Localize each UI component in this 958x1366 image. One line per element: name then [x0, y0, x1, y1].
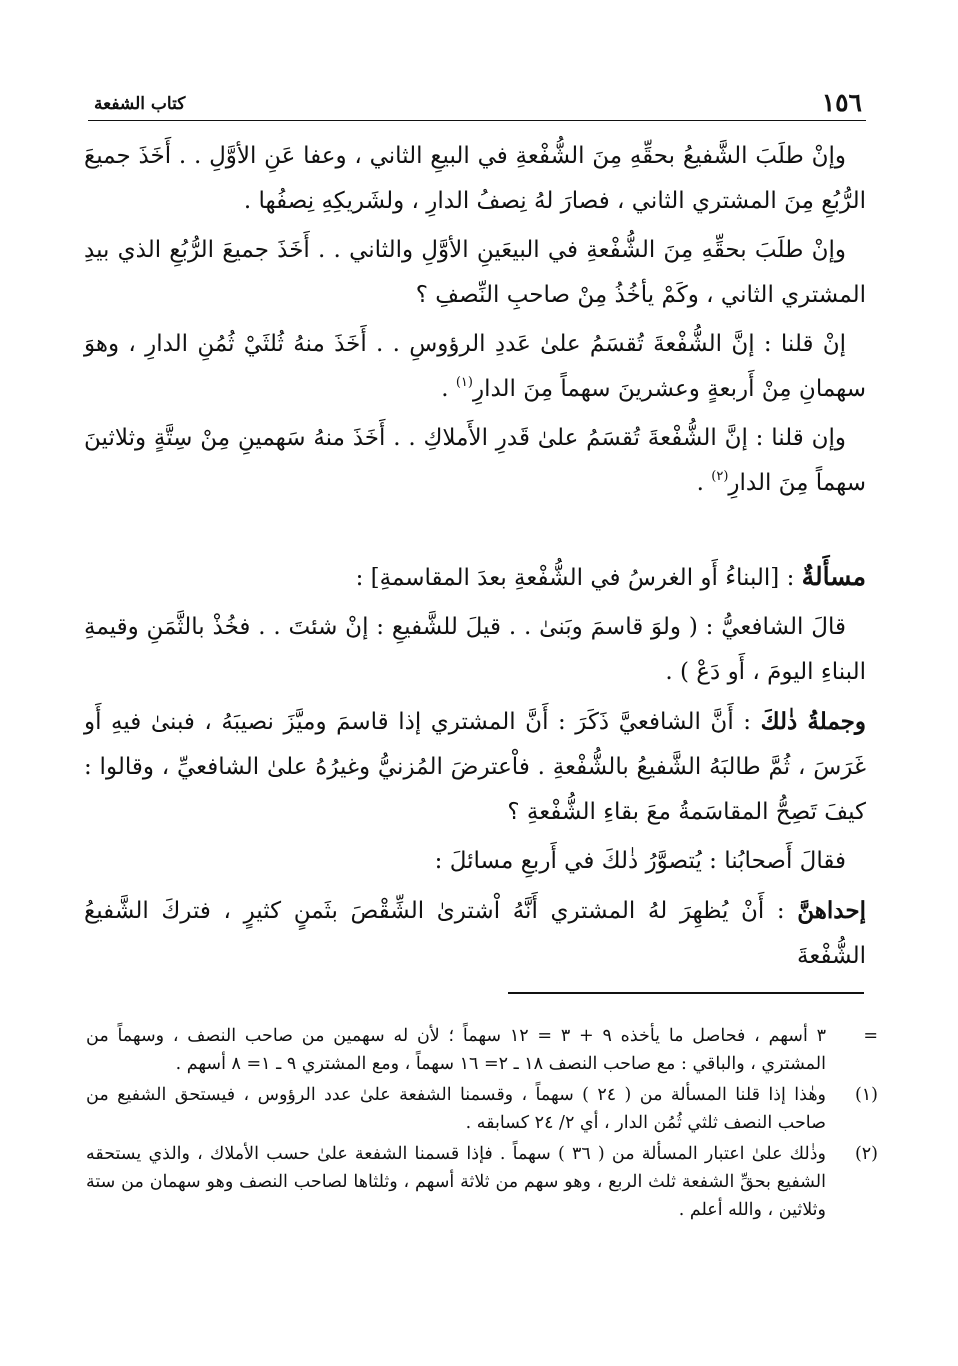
running-title: كتاب الشفعة	[94, 94, 186, 114]
footnote-1	[86, 1081, 878, 1137]
footnote-marker: (١)	[854, 1085, 878, 1105]
footnote-continuation	[86, 1022, 878, 1078]
masala-heading	[84, 554, 866, 601]
paragraph-3-end: .	[441, 376, 456, 402]
footnote-text: ٣ أسهم ، فحاصل ما يأخذه ٩ + ٣ = ١٢ سهماً ؛ لأن له سهمين من صاحب النصف ، وسهماً من المشتري ، والباقي : مع صاحب النصف ١٨ ـ ٢= ١٦ سهماً ، ومع المشتري ٩ ـ ١= ٨ أسهم .	[86, 1026, 827, 1074]
masala-title: : [البناءُ أَو الغرسُ في الشُّفْعةِ بعدَ المقاسمةِ] :	[355, 565, 802, 591]
page-number: ١٥٦	[821, 88, 862, 117]
footnote-2	[86, 1140, 878, 1224]
masala-label: مسأَلةٌ	[801, 562, 866, 591]
footnote-separator	[508, 992, 864, 994]
paragraph-3-text: إنْ قلنا : إنَّ الشُّفْعةَ تُقسَمُ علىٰ عَددِ الرؤوسِ . . أَخَذَ منهُ ثُلثَيْ ثُمُنِ الدارِ ، وهوَ سهمانِ مِنْ أَربعةٍ وعشرينَ سهماً مِنَ الدارِ	[84, 331, 866, 402]
paragraph-6: قالَ الشافعيُّ : ( ولوَ قاسمَ وبَنىٰ . . قيلَ للشَّفيعِ : إنْ شئتَ . . فخُذْ بالثَّمَنِ وقيمةِ البناءِ اليومَ ، أَو دَعْ ) .	[84, 614, 866, 685]
paragraph-3	[84, 322, 866, 412]
footnote-text: وهٰذا إذا قلنا المسألة من ( ٢٤ ) سهماً ، وقسمنا الشفعة علىٰ عدد الرؤوس ، فيستحق الشفيع من صاحب النصف ثلثي ثُمُن الدار ، أي ٢/ ٢٤ كسابقه .	[86, 1085, 826, 1133]
footnote-marker: (٢)	[854, 1144, 878, 1164]
paragraph-4	[84, 416, 866, 506]
paragraph-1: وإنْ طلَبَ الشَّفيعُ بحقِّهِ مِنَ الشُّفْعةِ في البيعِ الثاني ، وعفا عَنِ الأوَّلِ . . أَخَذَ جميعَ الرُّبُعِ مِنَ المشتري الثاني ، فصارَ لهُ نِصفُ الدارِ ، ولشَريكِهِ نِصفُها .	[84, 143, 866, 214]
paragraph-7-text: : أَنَّ الشافعيَّ ذَكَرَ : أَنَّ المشتري إذا قاسمَ وميَّزَ نصيبَهُ ، فبنىٰ فيهِ أَو غَرَسَ ، ثُمَّ طالبَهُ الشَّفيعُ بالشُّفْعةِ . فاْعترضَ المُزنيُّ وغيرُهُ علىٰ الشافعيِّ ، وقالوا : كيفَ تَصِحُّ المقاسَمةُ معَ بقاءِ الشُّفْعةِ ؟	[84, 709, 866, 825]
footnote-text: وذٰلك علىٰ اعتبار المسألة من ( ٣٦ ) سهماً . فإذا قسمنا الشفعة علىٰ حسب الأملاك ، والذي يستحقه الشفيع بحقِّ الشفعة ثلث الربع ، وهو سهم من ثلاثة أسهم ، وثلثاها لصاحب النصف وهو سهمان من ستة وثلاثين ، والله أعلم .	[86, 1144, 826, 1220]
footnotes	[86, 1022, 878, 1227]
paragraph-7	[84, 699, 866, 835]
page-header	[88, 84, 866, 121]
paragraph-7-lead: وجملةُ ذٰلكَ	[760, 708, 867, 735]
paragraph-4-text: وإن قلنا : إنَّ الشُّفْعةَ تُقسَمُ علىٰ قَدرِ الأَملاكِ . . أَخَذَ منهُ سَهمينِ مِنْ سِتَّةٍ وثلاثينَ سهماً مِنَ الدارِ	[84, 425, 866, 496]
paragraph-9-text: : أَنْ يُظهِرَ لهُ المشتري أَنَّهُ اْشترىٰ الشِّقْصَ بثَمنٍ كثيرٍ ، فتركَ الشَّفيعُ الشُّفْعةَ	[84, 898, 866, 969]
paragraph-4-end: .	[696, 470, 712, 496]
paragraph-2: وإنْ طلَبَ بحقِّهِ مِنَ الشُّفْعةِ في البيعَينِ الأوَّلِ والثاني . . أَخَذَ جميعَ الرُّبُعِ الذي بيدِ المشتري الثاني ، وكَمْ يأخُذُ مِنْ صاحبِ النِّصفِ ؟	[84, 237, 866, 308]
footnote-ref-1[interactable]: (١)	[455, 375, 473, 390]
footnote-marker: =	[863, 1026, 878, 1046]
footnote-ref-2[interactable]: (٢)	[711, 469, 729, 484]
paragraph-9-lead: إحداهنَّ	[797, 897, 866, 924]
paragraph-9	[84, 888, 866, 979]
paragraph-8: فقالَ أَصحابُنا : يُتصوَّرُ ذٰلكَ في أَربعِ مسائلَ :	[434, 848, 846, 874]
main-text	[84, 134, 866, 983]
